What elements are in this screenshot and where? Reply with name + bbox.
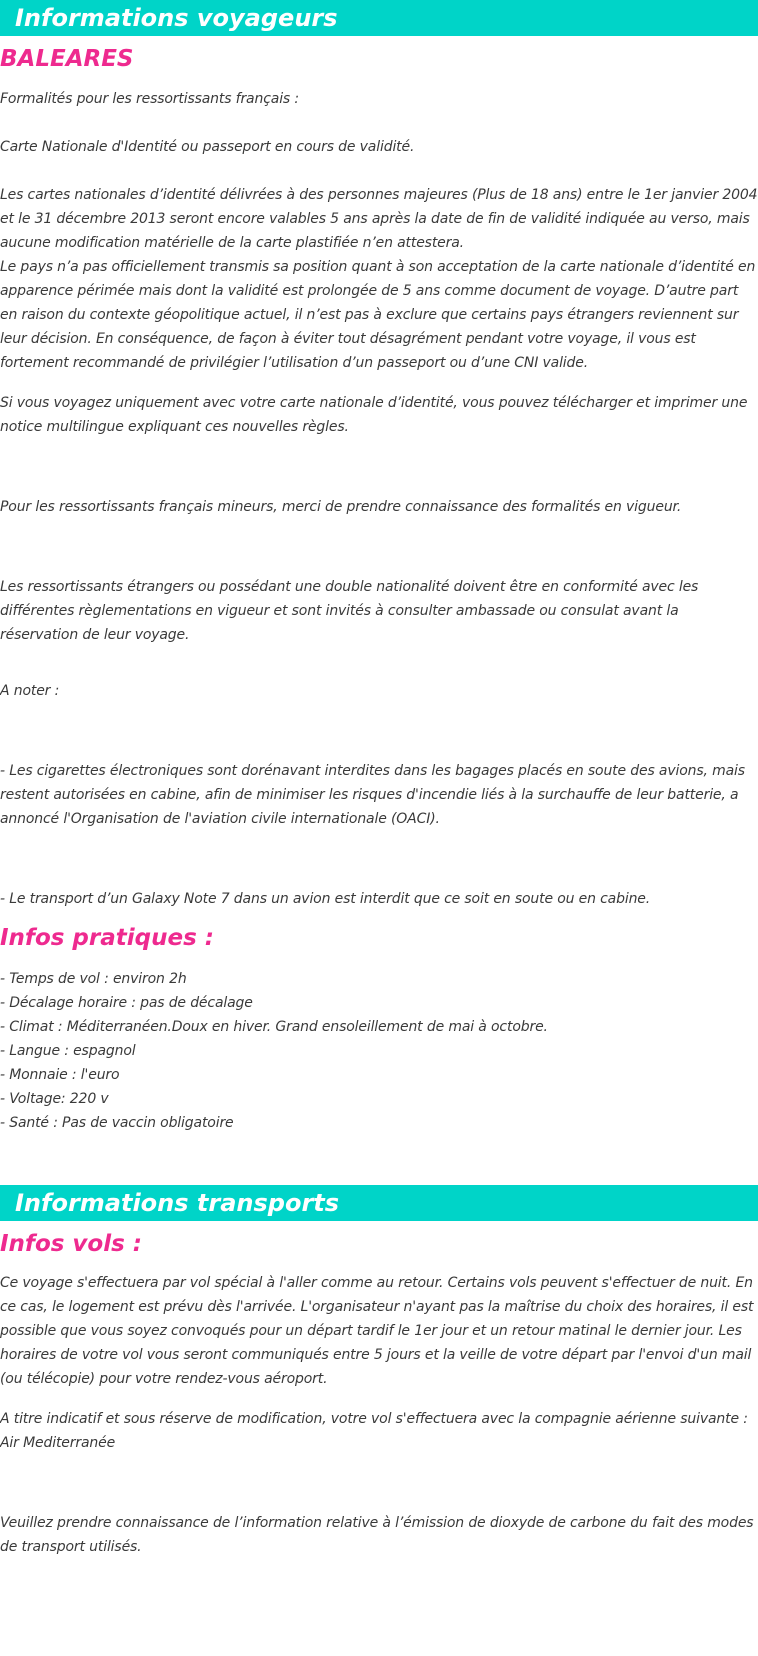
formalites-intro: Formalités pour les ressortissants français : [0,91,299,107]
list-item: - Langue : espagnol [0,1043,136,1059]
etrangers-text: Les ressortissants étrangers ou possédant une double nationalité doivent être en conformité avec les différentes règlementations en vigueur et sont invités à consulter ambassade ou consulat avant la réservation de leur voyage. [0,579,699,643]
pays-position-text: Le pays n’a pas officiellement transmis sa position quant à son acceptation de la carte nationale d’identité en apparence périmée mais dont la validité est prolongée de 5 ans comme document de voyage. D’autre part en raison du contexte géopolitique actuel, il n’est pas à exclure que certains pays étrangers reviennent sur leur décision. En conséquence, de façon à éviter tout désagrément pendant votre voyage, il vous est fortement recommandé de privilégier l’utilisation d’un passeport ou d’une CNI valide. [0,259,756,371]
infos-pratiques-list [0,967,758,1135]
infos-pratiques-heading: Infos pratiques : [0,925,214,951]
list-item: - Temps de vol : environ 2h [0,971,187,987]
a-noter-label: A noter : [0,683,60,699]
list-item: - Climat : Méditerranéen.Doux en hiver. Grand ensoleillement de mai à octobre. [0,1019,548,1035]
list-item: - Voltage: 220 v [0,1091,109,1107]
compagnie-text: A titre indicatif et sous réserve de modification, votre vol s'effectuera avec la compagnie aérienne suivante : Air Mediterranée [0,1411,748,1451]
informations-transports-banner: Informations transports [0,1185,758,1221]
notice-multilingue-text: Si vous voyagez uniquement avec votre carte nationale d’identité, vous pouvez télécharger et imprimer une notice multilingue expliquant ces nouvelles règles. [0,395,748,435]
carte-identite-text: Carte Nationale d'Identité ou passeport en cours de validité. [0,139,415,155]
mineurs-text: Pour les ressortissants français mineurs, merci de prendre connaissance des formalités en vigueur. [0,499,682,515]
co2-text: Veuillez prendre connaissance de l’information relative à l’émission de dioxyde de carbone du fait des modes de transport utilisés. [0,1515,754,1555]
list-item: - Décalage horaire : pas de décalage [0,995,253,1011]
list-item: - Monnaie : l'euro [0,1067,120,1083]
infos-vols-heading: Infos vols : [0,1231,143,1257]
cigarettes-text: - Les cigarettes électroniques sont dorénavant interdites dans les bagages placés en soute des avions, mais restent autorisées en cabine, afin de minimiser les risques d'incendie liés à la surchauffe de leur batterie, a annoncé l'Organisation de l'aviation civile internationale (OACI). [0,763,745,827]
vol-special-text: Ce voyage s'effectuera par vol spécial à l'aller comme au retour. Certains vols peuvent s'effectuer de nuit. En ce cas, le logement est prévu dès l'arrivée. L'organisateur n'ayant pas la maîtrise du choix des horaires, il est possible que vous soyez convoqués pour un départ tardif le 1er jour et un retour matinal le dernier jour. Les horaires de votre vol vous seront communiqués entre 5 jours et la veille de votre départ par l'envoi d'un mail (ou télécopie) pour votre rendez-vous aéroport. [0,1275,754,1387]
galaxy-note-text: - Le transport d’un Galaxy Note 7 dans un avion est interdit que ce soit en soute ou en cabine. [0,891,651,907]
list-item: - Santé : Pas de vaccin obligatoire [0,1115,234,1131]
destination-title: BALEARES [0,46,134,72]
informations-voyageurs-banner: Informations voyageurs [0,0,758,36]
cni-validite-text: Les cartes nationales d’identité délivrées à des personnes majeures (Plus de 18 ans) entre le 1er janvier 2004 et le 31 décembre 2013 seront encore valables 5 ans après la date de fin de validité indiquée au verso, mais aucune modification matérielle de la carte plastifiée n’en attestera. [0,187,758,251]
